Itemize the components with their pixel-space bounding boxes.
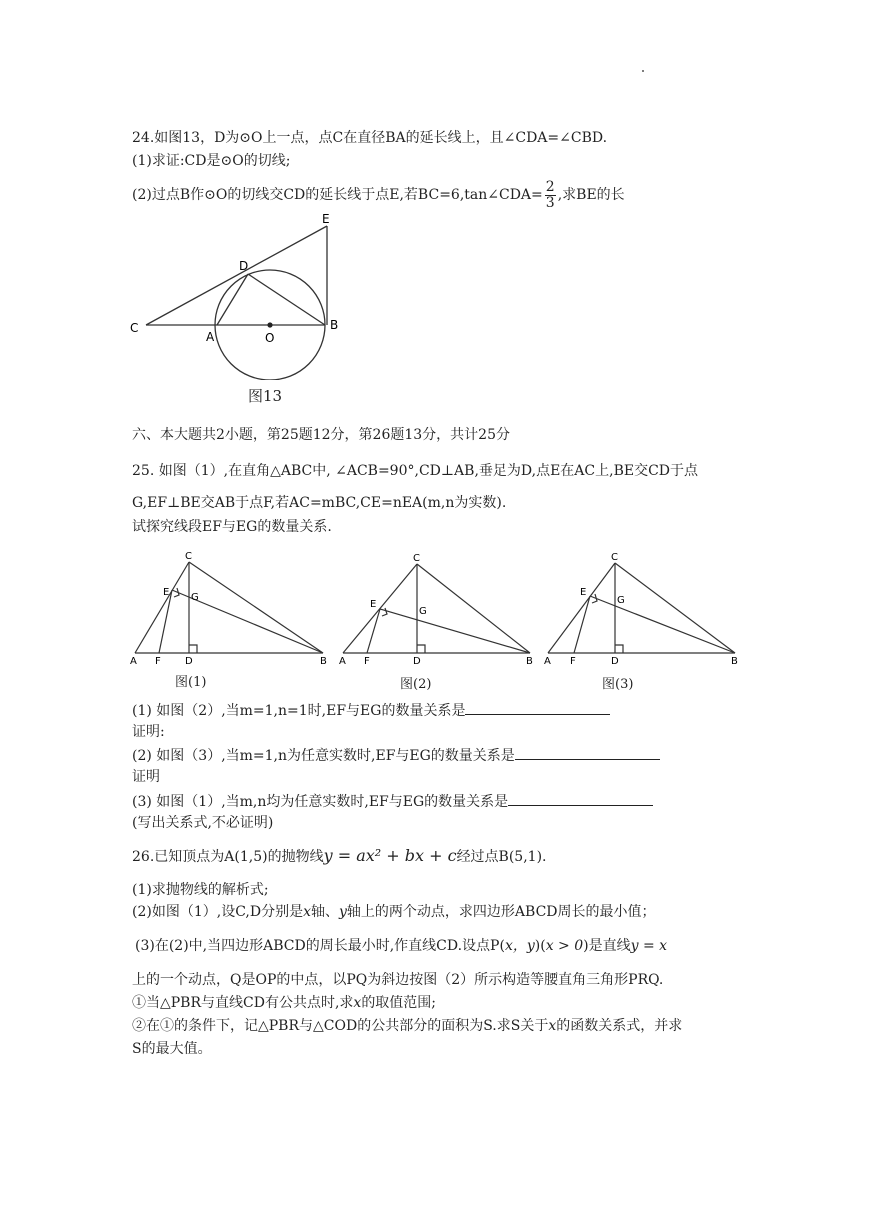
fig3-label-c: C xyxy=(611,552,618,563)
fig3-label-b: B xyxy=(731,656,738,667)
q26-line4 xyxy=(135,937,667,955)
fig3-label-e: E xyxy=(580,587,587,598)
parabola-formula: y = ax² + bx + c xyxy=(323,846,457,865)
figure-13-caption: 图13 xyxy=(248,387,283,405)
fig2-label-a: A xyxy=(339,656,346,667)
answer-blank-3 xyxy=(508,791,653,806)
var-y: y xyxy=(338,904,347,920)
fig3-label-g: G xyxy=(617,595,625,606)
fig1-label-e: E xyxy=(163,587,170,598)
var-x: x xyxy=(303,904,311,920)
fig2-label-f: F xyxy=(364,656,370,667)
label-e: E xyxy=(322,212,330,226)
q26-line1-end: 经过点B(5,1). xyxy=(456,849,547,865)
stray-dot xyxy=(642,70,644,72)
point-p-coords: x，y xyxy=(504,938,535,954)
q26-line6-text: ①当△PBR与直线CD有公共点时,求 xyxy=(132,995,354,1011)
q25-line1: 25. 如图（1）,在直角△ABC中, ∠ACB=90°,CD⊥AB,垂足为D,点E在AC上,BE交CD于点 xyxy=(132,463,699,479)
q26-line3-end: 轴上的两个动点，求四边形ABCD周长的最小值； xyxy=(346,904,656,920)
q26-line4-text: (3)在(2)中,当四边形ABCD的周长最小时,作直线CD.设点P( xyxy=(135,938,505,954)
label-b: B xyxy=(330,318,339,332)
fig2-label-d: D xyxy=(413,656,421,667)
q26-line6 xyxy=(132,994,436,1012)
q25-part3-text: (3) 如图（1）,当m,n均为任意实数时,EF与EG的数量关系是 xyxy=(132,794,509,810)
label-c: C xyxy=(130,321,139,335)
answer-blank-2 xyxy=(515,745,660,760)
q24-line3 xyxy=(132,178,625,212)
q25-part3-note: (写出关系式,不必证明) xyxy=(132,815,274,831)
fig3-label-a: A xyxy=(544,656,551,667)
q25-part2 xyxy=(132,745,660,765)
label-a: A xyxy=(206,330,215,344)
q26-line8: S的最大值。 xyxy=(132,1041,212,1057)
fig3-label-d: D xyxy=(611,656,619,667)
q26-line5: 上的一个动点，Q是OP的中点，以PQ为斜边按图（2）所示构造等腰直角三角形PRQ. xyxy=(132,972,664,988)
q25-line2: G,EF⊥BE交AB于点F,若AC=mBC,CE=nEA(m,n为实数). xyxy=(132,495,507,511)
fig2-label-e: E xyxy=(370,599,377,610)
fraction-numerator: 2 xyxy=(545,178,555,195)
q24-line3-end: ,求BE的长 xyxy=(557,187,625,203)
var-x-2: x xyxy=(353,995,362,1011)
label-d: D xyxy=(239,259,249,273)
fig2-label-c: C xyxy=(413,553,420,564)
q25-proof2: 证明 xyxy=(132,769,160,785)
var-x-3: x xyxy=(548,1018,557,1034)
fig1-label-c: C xyxy=(185,551,192,562)
figures-25 xyxy=(125,548,755,678)
q26-line6-end: 的取值范围; xyxy=(361,995,437,1011)
figure-13 xyxy=(120,210,350,380)
q26-line2: (1)求抛物线的解析式; xyxy=(132,882,269,898)
q26-line4-mid: )( xyxy=(534,938,546,954)
q25-part2-text: (2) 如图（3）,当m=1,n为任意实数时,EF与EG的数量关系是 xyxy=(132,748,515,764)
q25-part3 xyxy=(132,791,653,811)
figure-25-1 xyxy=(135,562,323,653)
q26-line3-mid: 轴、 xyxy=(310,904,339,920)
q26-line1 xyxy=(132,847,547,866)
fig1-label-f: F xyxy=(155,656,161,667)
q25-part1 xyxy=(132,700,610,720)
fig1-label-a: A xyxy=(130,656,137,667)
figure-25-3-labels xyxy=(544,552,738,667)
q26-line7 xyxy=(132,1017,682,1035)
line-db xyxy=(248,274,325,325)
q25-line3: 试探究线段EF与EG的数量关系. xyxy=(132,519,332,535)
fig1-label-d: D xyxy=(185,656,193,667)
fig1-label-b: B xyxy=(320,656,327,667)
figure-25-3 xyxy=(548,563,735,653)
q26-line7-text: ②在①的条件下，记△PBR与△COD的公共部分的面积为S.求S关于 xyxy=(132,1018,549,1034)
q26-line7-end: 的函数关系式，并求 xyxy=(556,1018,683,1034)
center-dot xyxy=(267,322,272,327)
answer-blank-1 xyxy=(465,700,610,715)
q26-line4-mid2: )是直线 xyxy=(583,938,631,954)
q25-proof1: 证明: xyxy=(132,724,165,740)
section-6-heading: 六、本大题共2小题，第25题12分，第26题13分，共计25分 xyxy=(132,427,510,443)
line-equation: y = x xyxy=(630,938,668,954)
q26-line1-text: 26.已知顶点为A(1,5)的抛物线 xyxy=(132,849,324,865)
fig3-label-f: F xyxy=(570,656,576,667)
q25-part1-text: (1) 如图（2）,当m=1,n=1时,EF与EG的数量关系是 xyxy=(132,703,466,719)
fig1-label-g: G xyxy=(191,592,199,603)
label-o: O xyxy=(265,331,275,345)
fig2-label-b: B xyxy=(526,656,533,667)
condition-x: x > 0 xyxy=(545,938,584,954)
q26-line3-text: (2)如图（1）,设C,D分别是 xyxy=(132,904,304,920)
fig2-label-g: G xyxy=(419,606,427,617)
fig1-caption: 图(1) xyxy=(175,675,207,690)
q24-line3-text: (2)过点B作⊙O的切线交CD的延长线于点E,若BC=6,tan∠CDA= xyxy=(132,187,543,203)
fraction-denominator: 3 xyxy=(545,194,555,211)
fig3-caption: 图(3) xyxy=(602,677,634,692)
q24-line1: 24.如图13，D为⊙O上一点，点C在直径BA的延长线上，且∠CDA=∠CBD. xyxy=(132,130,608,146)
q26-line3 xyxy=(132,903,656,921)
line-ce xyxy=(146,226,327,325)
fig2-caption: 图(2) xyxy=(400,677,432,692)
fraction-two-thirds xyxy=(545,180,556,211)
q24-line2: (1)求证:CD是⊙O的切线; xyxy=(132,153,291,169)
